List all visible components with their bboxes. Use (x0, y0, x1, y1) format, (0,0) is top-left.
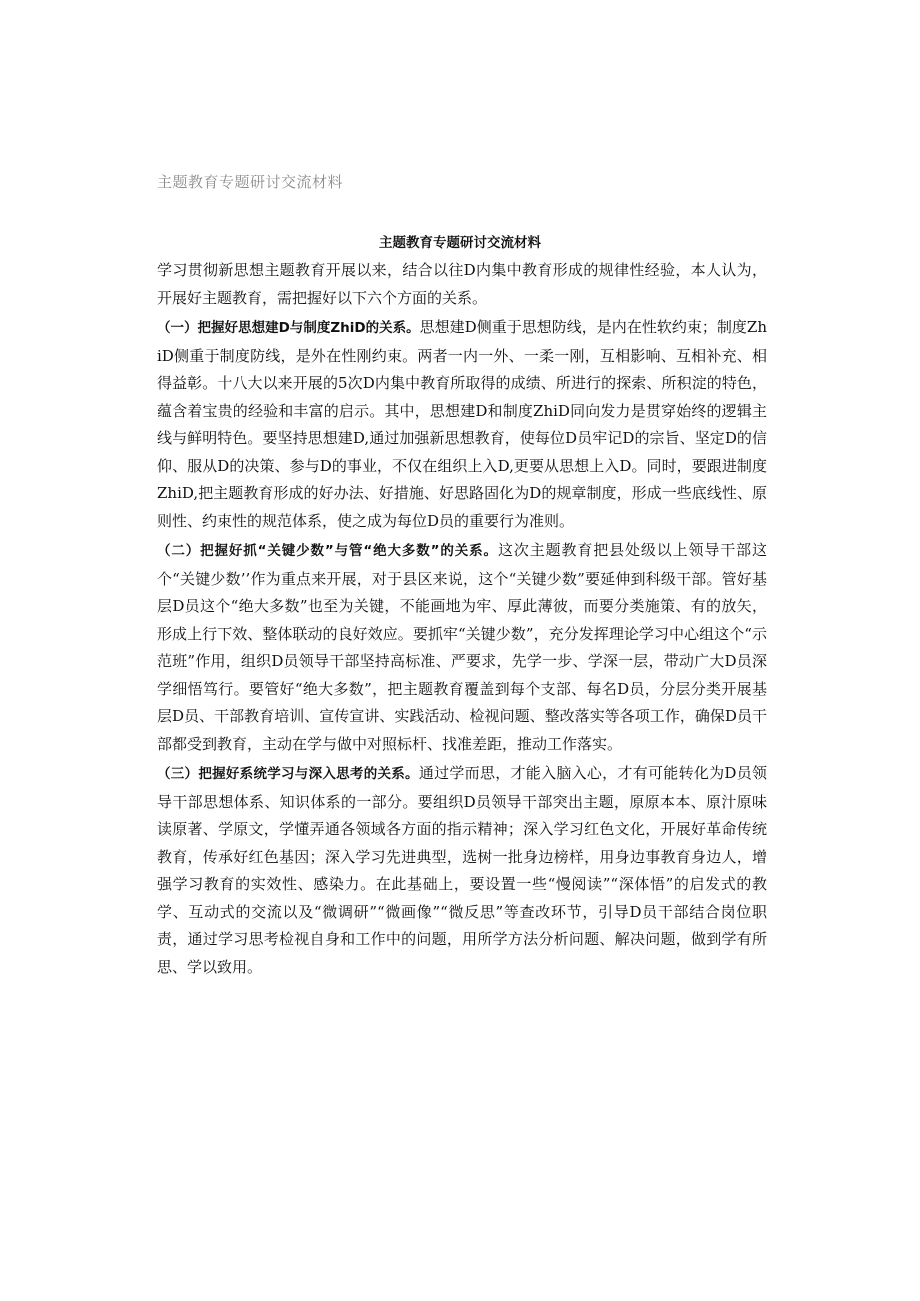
intro-paragraph: 学习贯彻新思想主题教育开展以来，结合以往D内集中教育形成的规律性经验，本人认为，开展好主题教育，需把握好以下六个方面的关系。 (157, 261, 767, 307)
document-body (157, 257, 767, 981)
section-paragraph-1 (157, 314, 767, 535)
section-text-1: 思想建D侧重于思想防线，是内在性软约束；制度ZhiD侧重于制度防线，是外在性刚约束。两者一内一外、一柔一刚，互相影响、互相补充、相得益彰。十八大以来开展的5次D内集中教育所取得的成绩、所进行的探索、所积淀的特色，蕴含着宝贵的经验和丰富的启示。其中，思想建D和制度ZhiD同向发力是贯穿始终的逻辑主线与鲜明特色。要坚持思想建D,通过加强新思想教育，使每位D员牢记D的宗旨、坚定D的信仰、服从D的决策、参与D的事业，不仅在组织上入D,更要从思想上入D。同时，要跟进制度ZhiD,把主题教育形成的好办法、好措施、好思路固化为D的规章制度，形成一些底线性、原则性、约束性的规范体系，使之成为每位D员的重要行为准则。 (157, 318, 767, 530)
document-title: 主题教育专题研讨交流材料 (379, 235, 541, 251)
header-title: 主题教育专题研讨交流材料 (157, 173, 344, 191)
section-heading-3: （三）把握好系统学习与深入思考的关系。 (157, 766, 419, 782)
section-text-3: 通过学而思，才能入脑入心，才有可能转化为D员领导干部思想体系、知识体系的一部分。要组织D员领导干部突出主题，原原本本、原汁原味读原著、学原文，学懂弄通各领域各方面的指示精神；深入学习红色文化，开展好革命传统教育，传承好红色基因；深入学习先进典型，选树一批身边榜样，用身边事教育身边人，增强学习教育的实效性、感染力。在此基础上，要设置一些“慢阅读”“深体悟”的启发式的教学、互动式的交流以及“微调研”“微画像”“微反思”等查改环节，引导D员干部结合岗位职责，通过学习思考检视自身和工作中的问题，用所学方法分析问题、解决问题，做到学有所思、学以致用。 (157, 764, 768, 976)
section-text-2: 这次主题教育把县处级以上领导干部这个“关键少数’’作为重点来开展，对于县区来说，这个“关键少数”要延伸到科级干部。管好基层D员这个“绝大多数”也至为关键，不能画地为牢、厚此薄彼，而要分类施策、有的放矢，形成上行下效、整体联动的良好效应。要抓牢“关键少数”，充分发挥理论学习中心组这个“示范班”作用，组织D员领导干部坚持高标准、严要求，先学一步、学深一层，带动广大D员深学细悟笃行。要管好“绝大多数”，把主题教育覆盖到每个支部、每名D员，分层分类开展基层D员、干部教育培训、宣传宣讲、实践活动、检视问题、整改落实等各项工作，确保D员干部都受到教育，主动在学与做中对照标杆、找准差距，推动工作落实。 (157, 541, 767, 753)
section-heading-2: （二）把握好抓“关键少数”与管“绝大多数”的关系。 (157, 543, 498, 559)
section-heading-1: （一）把握好思想建D与制度ZhiD的关系。 (157, 320, 420, 336)
section-paragraph-3 (157, 760, 767, 981)
section-paragraph-2 (157, 537, 767, 758)
